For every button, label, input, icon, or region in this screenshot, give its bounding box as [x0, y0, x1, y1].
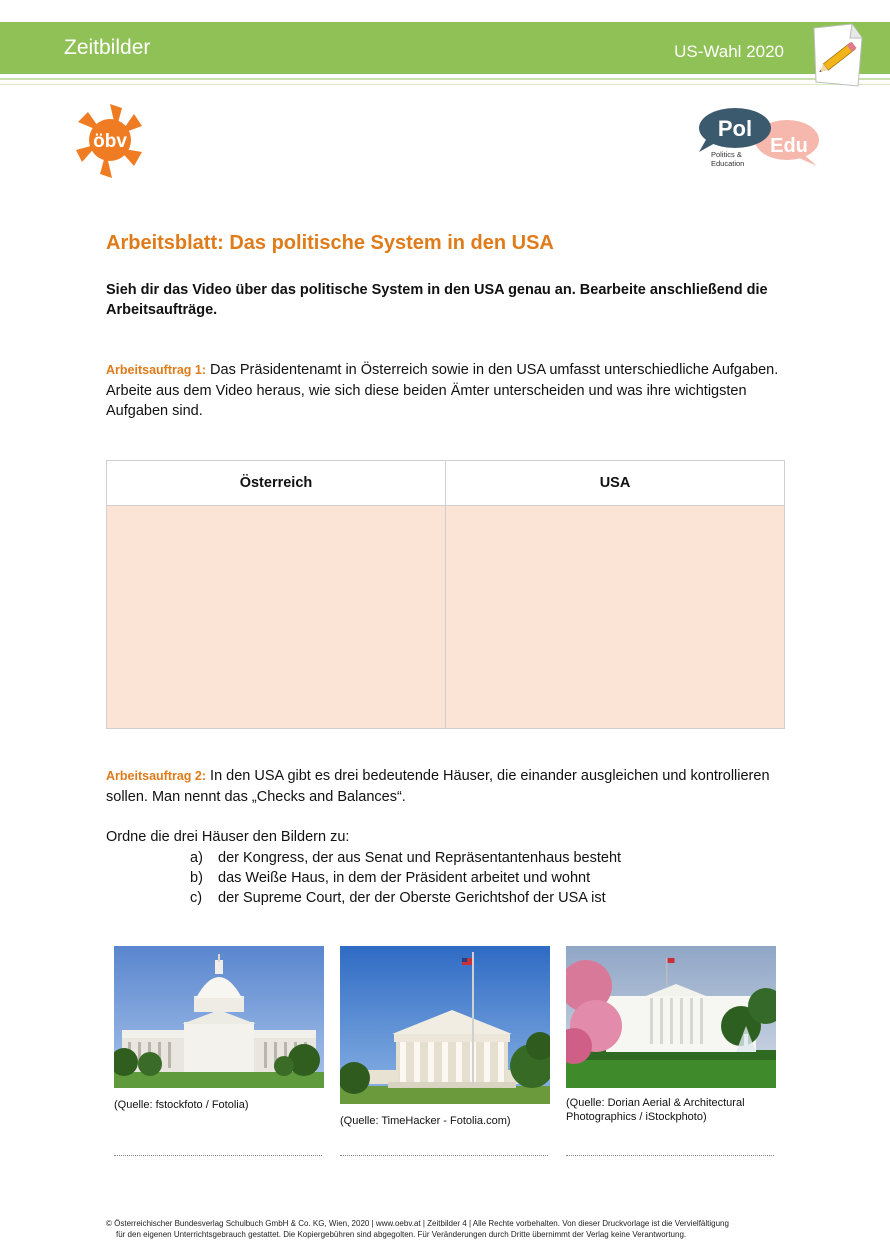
header-divider [0, 78, 890, 80]
poledu-pol-text: Pol [717, 116, 753, 141]
houses-list [190, 848, 621, 908]
pencil-note-icon [808, 20, 866, 90]
poledu-edu-text: Edu [770, 135, 808, 157]
topic-title: US-Wahl 2020 [674, 42, 784, 61]
answer-cell-usa[interactable] [446, 506, 785, 729]
list-item-text: der Supreme Court, der der Oberste Gerichtshof der USA ist [218, 890, 606, 906]
answer-line[interactable] [114, 1155, 322, 1156]
footer-line1: © Österreichischer Bundesverlag Schulbuch GmbH & Co. KG, Wien, 2020 | www.oebv.at | Zeitbilder 4 | Alle Rechte vorbehalten. Von dieser Druckvorlage ist die Vervielfältigung [106, 1219, 729, 1228]
footer-line2: für den eigenen Unterrichtsgebrauch gestattet. Die Kopiergebühren sind abgegolten. Für Veränderungen durch Dritte übernimmt der Verlag keine Verantwortung. [116, 1230, 687, 1239]
answer-line[interactable] [340, 1155, 548, 1156]
table-header-usa: USA [446, 461, 785, 506]
poledu-line2: Education [711, 159, 745, 168]
task1-text1: Das Präsidentenamt in Österreich sowie in den USA umfasst unterschiedliche Aufgaben. [206, 362, 779, 378]
photo-supreme-court [340, 946, 550, 1104]
photo-capitol [114, 946, 324, 1088]
comparison-table [106, 460, 785, 729]
task2-text1: In den USA gibt es drei bedeutende Häuser, die einander ausgleichen und kontrollieren sollen. Man nennt das „Checks and Balances“. [106, 768, 770, 805]
task2-label: Arbeitsauftrag 2: [106, 769, 207, 783]
photo-white-house [566, 946, 776, 1088]
task2-instruction: Ordne die drei Häuser den Bildern zu: [106, 829, 350, 845]
list-item [190, 868, 621, 888]
task1-label: Arbeitsauftrag 1: [106, 363, 207, 377]
task1-text2: Arbeite aus dem Video heraus, wie sich diese beiden Ämter unterscheiden und was ihre wichtigsten Aufgaben sind. [106, 382, 747, 419]
series-title: Zeitbilder [64, 36, 151, 59]
worksheet-intro: Sieh dir das Video über das politische System in den USA genau an. Bearbeite anschließend die Arbeitsaufträge. [106, 282, 768, 318]
photo-caption: (Quelle: Dorian Aerial & Architectural Photographics / iStockphoto) [566, 1097, 745, 1123]
oebv-logo-text: öbv [93, 131, 127, 152]
list-item-text: der Kongress, der aus Senat und Repräsentantenhaus besteht [218, 850, 622, 866]
task2-paragraph [106, 766, 786, 807]
list-item [190, 848, 621, 868]
photo-caption: (Quelle: TimeHacker - Fotolia.com) [340, 1115, 511, 1127]
poledu-line1: Politics & [711, 150, 742, 159]
worksheet-title: Arbeitsblatt: Das politische System in den USA [106, 232, 554, 254]
table-header-austria: Österreich [107, 461, 446, 506]
list-item-mark: b) [190, 870, 203, 886]
poledu-logo [695, 104, 823, 172]
copyright-footer [106, 1218, 786, 1240]
header-divider-thin [0, 84, 890, 85]
list-item-mark: a) [190, 850, 203, 866]
list-item [190, 888, 621, 908]
task1-paragraph [106, 360, 786, 422]
photo-caption: (Quelle: fstockfoto / Fotolia) [114, 1099, 249, 1111]
oebv-logo [72, 100, 148, 182]
answer-cell-austria[interactable] [107, 506, 446, 729]
list-item-mark: c) [190, 890, 203, 906]
answer-line[interactable] [566, 1155, 774, 1156]
list-item-text: das Weiße Haus, in dem der Präsident arbeitet und wohnt [218, 870, 591, 886]
